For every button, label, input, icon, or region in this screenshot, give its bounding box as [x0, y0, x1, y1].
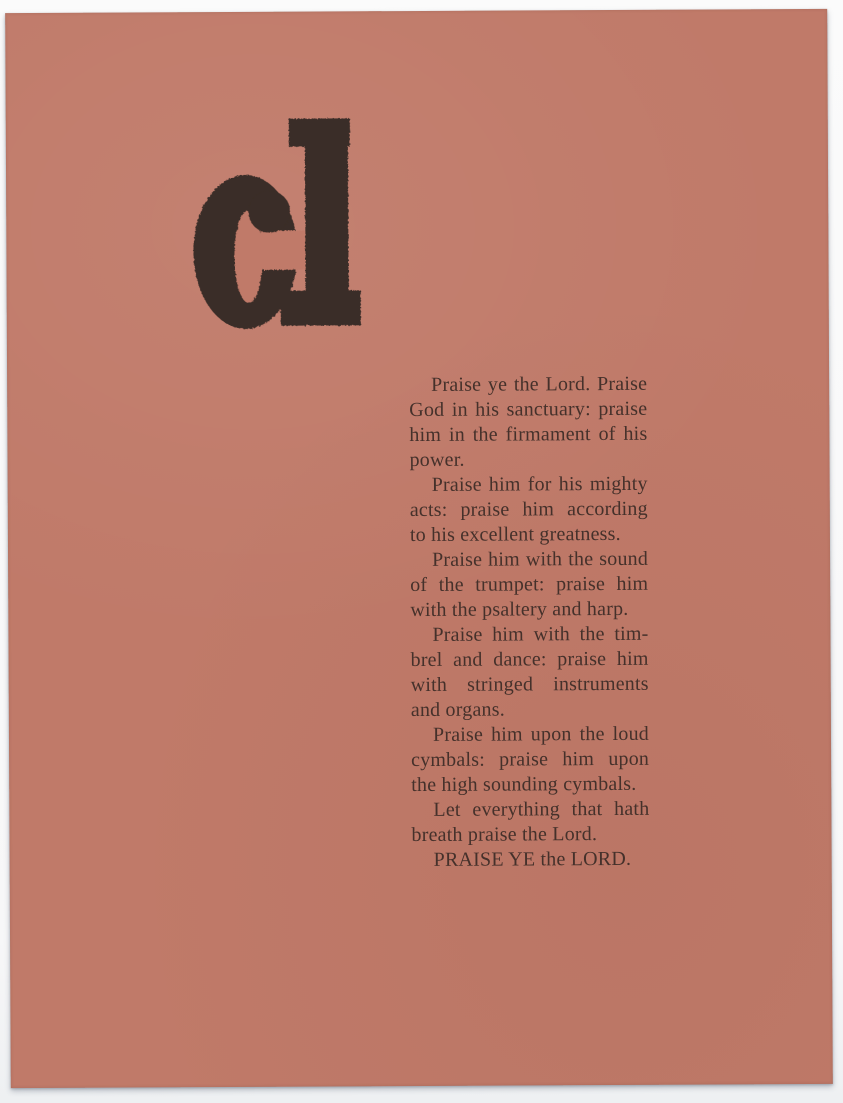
psalm-line: him in the firmament of his — [409, 422, 648, 447]
psalm-line: with stringed instruments — [410, 672, 649, 697]
psalm-paragraph — [410, 547, 648, 623]
psalm-line: brel and dance: praise him — [410, 647, 649, 672]
psalm-line: PRAISE YE the LORD. — [433, 847, 632, 871]
psalm-line: Praise him upon the loud — [432, 722, 650, 746]
psalm-line: Praise him with the tim- — [432, 622, 649, 646]
psalm-line: of the trumpet: praise him — [410, 572, 649, 597]
psalm-line: with the psaltery and harp. — [410, 597, 629, 622]
psalm-paragraph — [410, 472, 648, 548]
letter-c-bowl — [193, 175, 298, 330]
letter-c-ball-terminal — [248, 191, 290, 233]
psalm-line: breath praise the Lord. — [411, 823, 598, 847]
psalm-line: Praise him for his mighty — [431, 472, 648, 496]
letter-c-aperture — [260, 231, 312, 270]
psalm-paragraph — [411, 722, 649, 798]
psalm-line: cymbals: praise him upon — [411, 747, 650, 772]
letter-l-top-serif — [289, 118, 350, 146]
psalm-paragraph — [412, 847, 650, 873]
psalm-line: Let everything that hath — [433, 797, 650, 821]
psalm-paragraph — [410, 622, 649, 723]
psalm-paragraph — [409, 372, 648, 473]
psalm-line: the high sounding cymbals. — [411, 772, 637, 797]
psalm-line: God in his sanctuary: praise — [409, 397, 648, 422]
psalm-line: acts: praise him according — [409, 497, 648, 522]
broadside-paper — [5, 9, 833, 1088]
psalm-line: and organs. — [410, 698, 505, 722]
psalm-line: to his excellent greatness. — [409, 522, 621, 547]
psalm-line: power. — [409, 448, 465, 472]
psalm-text — [409, 372, 650, 873]
psalm-line: Praise him with the sound — [432, 547, 649, 571]
psalm-paragraph — [411, 797, 649, 848]
psalm-line: Praise ye the Lord. Praise — [431, 372, 648, 396]
letter-c-counter — [234, 211, 262, 303]
letter-l-foot-serif — [281, 290, 361, 325]
letter-l-stem — [305, 118, 349, 325]
